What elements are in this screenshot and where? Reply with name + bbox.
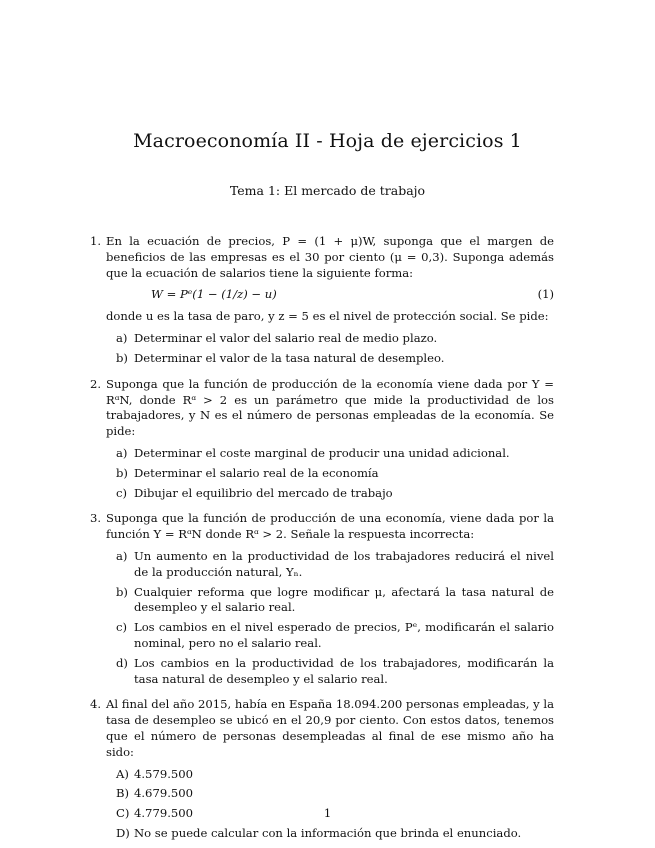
option-label: a) <box>116 445 128 460</box>
question-text: En la ecuación de precios, P = (1 + μ)W, suponga que el margen de beneficios de las empresas es el 30 por ciento (μ = 0,3). Suponga además que la ecuación de salarios tiene la siguiente forma: <box>106 234 554 280</box>
option-text: Un aumento en la productividad de los trabajadores reducirá el nivel de la producción natural, Yₙ. <box>134 548 554 579</box>
question-4 <box>90 697 554 841</box>
option-label: a) <box>116 331 128 346</box>
option-item <box>106 767 554 783</box>
option-item <box>106 620 554 652</box>
option-label: B) <box>116 786 130 801</box>
question-number: 1. <box>90 234 102 248</box>
option-item <box>106 331 554 347</box>
document-subtitle: Tema 1: El mercado de trabajo <box>229 183 426 198</box>
option-text: Cualquier reforma que logre modificar μ, afectará la tasa natural de desempleo y el salario real. <box>134 584 554 615</box>
option-label: c) <box>116 485 128 500</box>
question-text: Al final del año 2015, había en España 18.094.200 personas empleadas, y la tasa de desempleo se ubicó en el 20,9 por ciento. Con estos datos, tenemos que el número de personas desempleadas al final de ese mismo año ha sido: <box>106 697 554 759</box>
option-text: Determinar el salario real de la economía <box>134 465 379 480</box>
question-1 <box>90 234 554 367</box>
question-text: Suponga que la función de producción de la economía viene dada por Y = RᵅN, donde Rᵅ > 2 es un parámetro que mide la productividad de los trabajadores, y N es el número de personas empleadas de la economía. Se pide: <box>106 376 554 439</box>
question-number: 3. <box>90 511 102 526</box>
option-item <box>106 466 554 482</box>
option-text: Determinar el valor de la tasa natural de desempleo. <box>134 350 445 365</box>
equation-formula: W = Pᵉ(1 − (1/z) − u) <box>151 287 277 302</box>
question-text: Suponga que la función de producción de una economía, viene dada por la función Y = RᵅN donde Rᵅ > 2. Señale la respuesta incorrecta: <box>106 511 554 542</box>
equation <box>151 287 554 303</box>
option-text: 4.779.500 <box>134 806 194 821</box>
option-label: c) <box>116 620 128 635</box>
question-number: 2. <box>90 376 102 391</box>
option-item <box>106 656 554 688</box>
option-label: a) <box>116 548 128 563</box>
option-item <box>106 351 554 367</box>
option-text: Dibujar el equilibrio del mercado de trabajo <box>134 485 393 500</box>
page-number: 1 <box>323 806 332 820</box>
option-label: d) <box>116 655 128 670</box>
option-text: Determinar el valor del salario real de medio plazo. <box>134 331 438 346</box>
option-item <box>106 585 554 617</box>
option-label: A) <box>116 766 129 781</box>
question-3 <box>90 511 554 687</box>
question-number: 4. <box>90 697 102 712</box>
option-text: Determinar el coste marginal de producir una unidad adicional. <box>134 445 510 460</box>
option-label: b) <box>116 584 128 599</box>
option-label: C) <box>116 806 130 821</box>
option-label: b) <box>116 350 128 365</box>
equation-number: (1) <box>537 287 554 302</box>
option-label: D) <box>116 825 130 840</box>
option-item <box>106 549 554 581</box>
option-item <box>106 826 554 842</box>
question-text-continued: donde u es la tasa de paro, y z = 5 es el nivel de protección social. Se pide: <box>106 309 549 324</box>
option-text: 4.679.500 <box>134 786 194 801</box>
option-text: Los cambios en el nivel esperado de precios, Pᵉ, modificarán el salario nominal, pero no el salario real. <box>134 620 554 650</box>
option-item <box>106 486 554 502</box>
option-item <box>106 446 554 462</box>
exercise-list <box>90 234 554 842</box>
document-title: Macroeconomía II - Hoja de ejercicios 1 <box>133 130 522 152</box>
question-2 <box>90 377 554 502</box>
option-text: No se puede calcular con la información que brinda el enunciado. <box>134 825 522 840</box>
option-text: 4.579.500 <box>134 766 194 781</box>
option-item <box>106 786 554 802</box>
option-text: Los cambios en la productividad de los trabajadores, modificarán la tasa natural de desempleo y el salario real. <box>134 655 554 686</box>
option-label: b) <box>116 465 128 480</box>
